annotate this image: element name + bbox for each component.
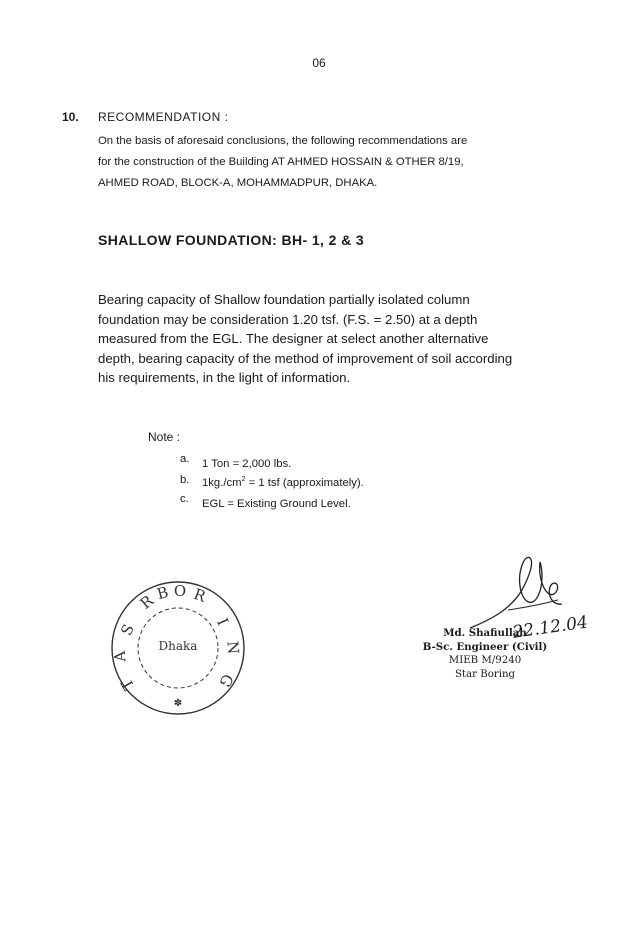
body-line: measured from the EGL. The designer at select another alternative <box>98 331 489 346</box>
svg-text:R: R <box>191 584 209 606</box>
note-text: $1kg./cm^2 = 1$ tsf (approximately). <box>202 475 364 489</box>
note-item <box>180 451 364 472</box>
seal-center-text: Dhaka <box>158 639 198 653</box>
note-list <box>180 451 364 511</box>
intro-line: On the basis of aforesaid conclusions, the following recommendations are <box>98 135 468 147</box>
svg-text:T: T <box>117 675 138 694</box>
body-line: foundation may be consideration 1.20 tsf. (F.S. = 2.50) at a depth <box>98 311 478 327</box>
intro-paragraph <box>98 131 628 194</box>
svg-text:A: A <box>110 650 130 663</box>
note-text: EGL = Existing Ground Level. <box>202 497 351 510</box>
body-line: depth, bearing capacity of the method of improvement of soil according <box>98 350 513 366</box>
signer-company: Star Boring <box>454 669 516 680</box>
page-number: 06 <box>312 56 326 70</box>
note-letter: a. <box>180 453 190 465</box>
section-title: RECOMMENDATION : <box>98 110 229 124</box>
section-number: 10. <box>62 110 79 124</box>
svg-text:R: R <box>136 591 157 613</box>
intro-line: for the construction of the Building AT AHMED HOSSAIN & OTHER 8/19, <box>98 156 464 168</box>
svg-text:I: I <box>213 615 232 629</box>
svg-text:22.12.04: 22.12.04 <box>511 612 590 643</box>
note-letter: c. <box>180 492 189 505</box>
note-label: Note : <box>148 430 181 444</box>
svg-text:O: O <box>173 582 187 600</box>
svg-text:G: G <box>215 670 238 691</box>
svg-text:B: B <box>155 583 171 604</box>
company-seal <box>108 578 248 718</box>
body-line: Bearing capacity of Shallow foundation partially isolated column <box>98 292 470 307</box>
note-text: 1 Ton = 2,000 lbs. <box>202 457 292 470</box>
note-item <box>180 472 364 491</box>
intro-line: AHMED ROAD, BLOCK-A, MOHAMMADPUR, DHAKA. <box>98 177 378 189</box>
svg-text:N: N <box>223 640 243 655</box>
signer-degree: B-Sc. Engineer (Civil) <box>422 641 548 653</box>
signer-name: Md. Shafiullah <box>443 627 527 639</box>
signer-membership: MIEB M/9240 <box>448 655 522 666</box>
sub-heading: SHALLOW FOUNDATION: BH- 1, 2 & 3 <box>98 232 365 248</box>
svg-text:✽: ✽ <box>173 698 183 709</box>
signer-block <box>405 626 565 682</box>
body-paragraph <box>98 290 638 388</box>
body-line: his requirements, in the light of information. <box>98 370 351 385</box>
note-letter: b. <box>180 473 190 486</box>
note-item <box>180 491 364 512</box>
svg-text:S: S <box>117 621 138 639</box>
